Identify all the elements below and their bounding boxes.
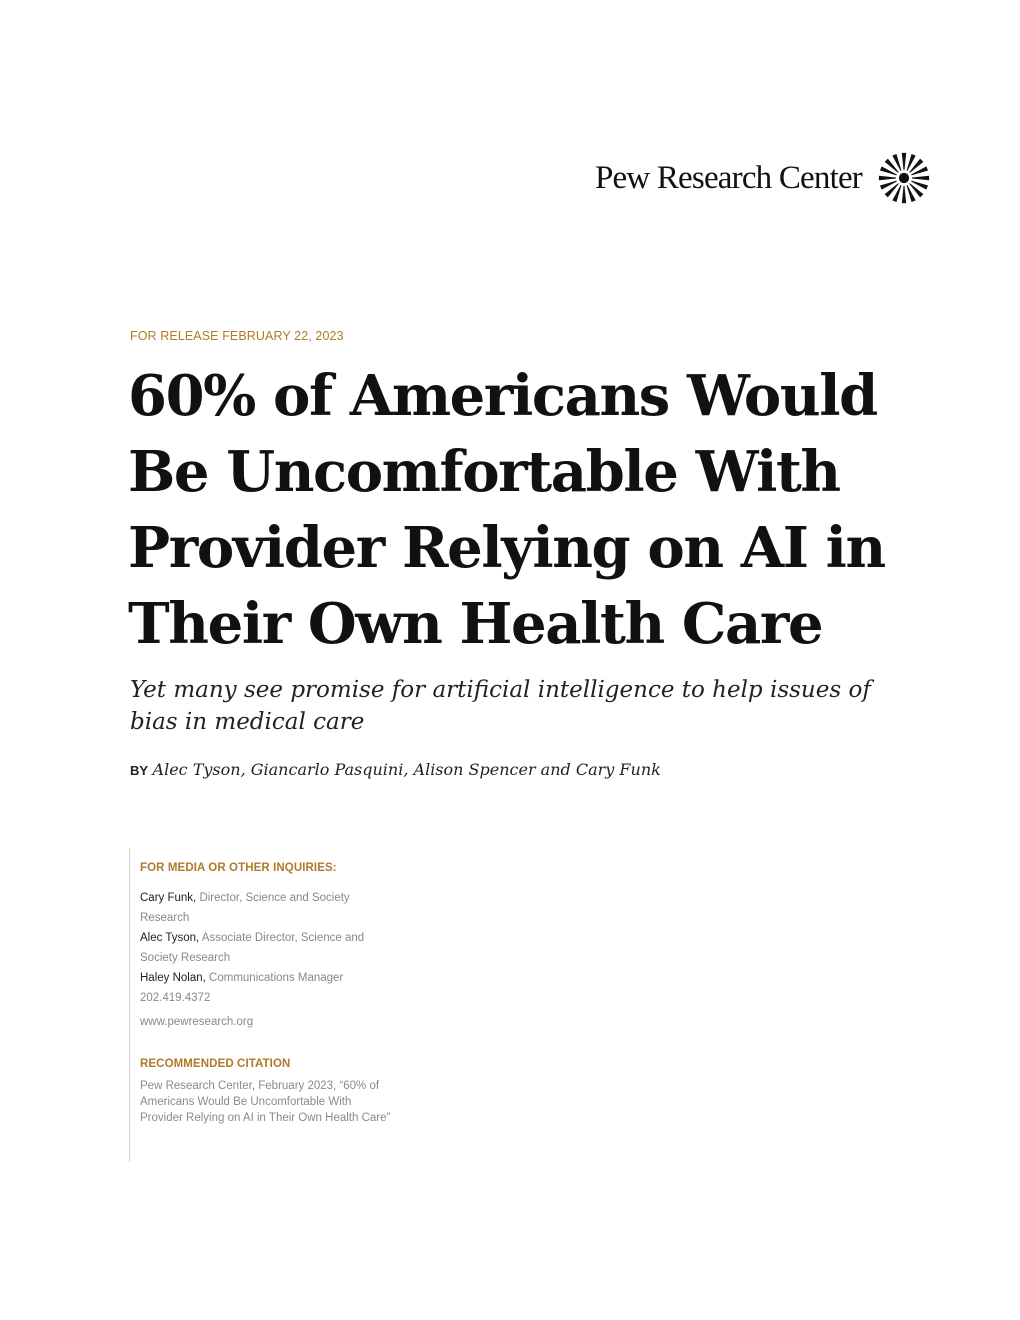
contact-name: Cary Funk,: [140, 892, 197, 904]
info-sidebar: [129, 848, 430, 1162]
website-link[interactable]: www.pewresearch.org: [140, 1016, 254, 1028]
subtitle-line: Yet many see promise for artificial intelligence to help issues of: [130, 677, 871, 703]
contact-phone: 202.419.4372: [140, 992, 211, 1004]
contact-role-continued: Society Research: [140, 952, 231, 964]
citation-line: Pew Research Center, February 2023, “60% of: [140, 1080, 380, 1092]
contact-entry: [140, 968, 430, 988]
byline-authors: Alec Tyson, Giancarlo Pasquini, Alison Spencer and Cary Funk: [152, 760, 661, 779]
citation-line: Provider Relying on AI in Their Own Health Care”: [140, 1112, 391, 1124]
citation-line: Americans Would Be Uncomfortable With: [140, 1096, 352, 1108]
byline-by-label: BY: [130, 763, 149, 778]
logo-ray: [902, 153, 906, 170]
contact-name: Alec Tyson,: [140, 932, 200, 944]
report-subtitle: [130, 674, 910, 738]
release-date: FOR RELEASE FEBRUARY 22, 2023: [130, 329, 344, 343]
contact-name: Haley Nolan,: [140, 972, 206, 984]
contact-role: Communications Manager: [205, 972, 344, 984]
byline: [130, 760, 661, 780]
media-inquiries-label: FOR MEDIA OR OTHER INQUIRIES:: [140, 862, 337, 874]
title-line: 60% of Americans Would: [128, 363, 877, 429]
contact-entry: [140, 888, 430, 928]
header-brand: [560, 148, 940, 212]
citation-text: [140, 1078, 430, 1126]
contact-role: Associate Director, Science and: [199, 932, 365, 944]
contact-role-continued: Research: [140, 912, 190, 924]
brand-name: Pew Research Center: [594, 160, 862, 196]
contact-role: Director, Science and Society: [196, 892, 350, 904]
title-line: Provider Relying on AI in: [128, 515, 885, 581]
logo-ray: [912, 176, 929, 180]
title-line: Their Own Health Care: [128, 591, 823, 657]
logo-ray: [879, 176, 896, 180]
contact-entry: [140, 928, 430, 968]
pew-sunburst-logo-icon: [876, 150, 932, 206]
logo-ray: [902, 186, 906, 203]
title-line: Be Uncomfortable With: [128, 439, 840, 505]
citation-label: RECOMMENDED CITATION: [140, 1058, 291, 1070]
subtitle-line: bias in medical care: [130, 709, 365, 735]
report-title: [128, 358, 928, 662]
